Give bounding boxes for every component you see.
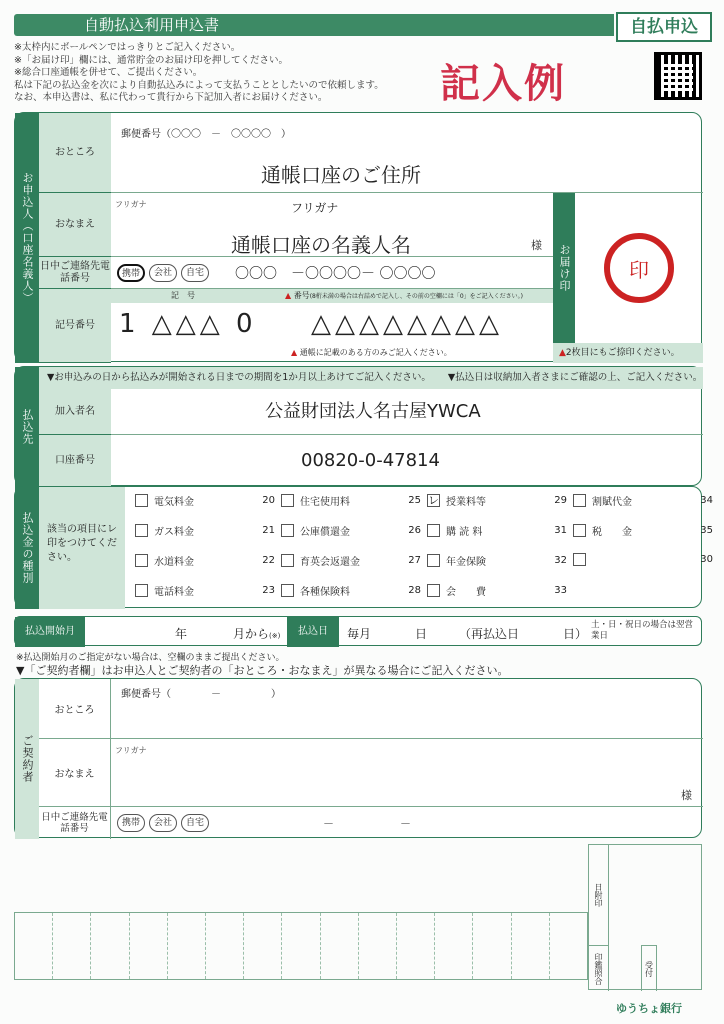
payment-type-option[interactable] (427, 523, 567, 538)
payment-type-label: 割賦代金 (592, 497, 632, 508)
grid-cell (15, 913, 53, 979)
payment-type-label: 会 費 (446, 587, 486, 598)
name-field[interactable] (111, 193, 553, 257)
payment-type-option[interactable] (135, 553, 275, 568)
payment-type-section (14, 486, 713, 608)
retry-label: （再払込日 (459, 627, 520, 641)
phone-label: 日中ご連絡先電話番号 (39, 257, 111, 289)
payment-type-label: ガス料金 (154, 527, 194, 538)
payment-type-label: 年金保険 (446, 557, 486, 568)
checkbox[interactable] (135, 524, 148, 537)
passbook-note-text: 通帳に記載のある方のみご記入ください。 (299, 348, 452, 357)
payment-type-option[interactable] (427, 493, 567, 508)
applicant-section-label: お申込人（口座名義人） (15, 113, 39, 363)
seal-check-label: 印鑑照合 (589, 945, 609, 991)
grid-cell (206, 913, 244, 979)
checkbox[interactable] (573, 494, 586, 507)
payment-day-label: 払込日 (287, 617, 339, 647)
account-value: 00820-0-47814 (301, 450, 440, 471)
payment-type-code: 20 (262, 495, 275, 506)
name-value: 通帳口座の名義人名 (231, 233, 411, 257)
phone-opt-office[interactable]: 会社 (149, 264, 177, 282)
payment-type-section-label: 払込金の種別 (15, 487, 39, 609)
checkbox[interactable] (281, 584, 294, 597)
checkbox[interactable] (281, 524, 294, 537)
payment-type-code: 33 (554, 585, 567, 596)
form-title-bar (14, 14, 614, 36)
contractor-phone-opt-home[interactable]: 自宅 (181, 814, 209, 832)
payment-type-code: 34 (700, 495, 713, 506)
payment-type-code: 29 (554, 495, 567, 506)
warning-icon: ▲ (559, 348, 566, 358)
office-stamps (588, 844, 702, 990)
address-value: 通帳口座のご住所 (261, 163, 421, 187)
payment-type-code: 25 (408, 495, 421, 506)
retry-day[interactable]: 日） (563, 627, 588, 641)
account-number-field[interactable] (111, 289, 553, 363)
postal-code: 郵便番号（〇〇〇 － 〇〇〇〇 ） (121, 129, 291, 140)
payment-type-code: 26 (408, 525, 421, 536)
account-label: 口座番号 (39, 435, 111, 487)
start-note: ▼払込日は収納加入者さまにご確認の上、ご記入ください。 (447, 372, 703, 383)
start-year[interactable]: 年 (175, 627, 188, 641)
checkbox[interactable] (427, 584, 440, 597)
grid-cell (168, 913, 206, 979)
checkbox[interactable] (573, 553, 586, 566)
address-label: おところ (39, 113, 111, 193)
seal-label: お届け印 (553, 193, 575, 343)
checkbox[interactable] (281, 554, 294, 567)
payment-type-instruction: 該当の項目にレ印をつけてください。 (39, 487, 125, 609)
passbook-note (291, 347, 452, 358)
contractor-address-label: おところ (39, 679, 111, 739)
note-line: ※太枠内にボールペンではっきりとご記入ください。 (14, 42, 241, 53)
phone-field[interactable] (111, 257, 553, 289)
checkbox[interactable] (427, 524, 440, 537)
payment-type-code: 35 (700, 525, 713, 536)
form-tag: 自払申込 (616, 12, 712, 42)
note-line: なお、本申込書は、私に代わって貴行から下記加入者にお届けください。 (14, 92, 328, 103)
payment-type-label: 公庫償還金 (300, 527, 350, 538)
start-month-label: 払込開始月 (15, 617, 85, 647)
holiday-note: 土・日・祝日の場合は翌営業日 (591, 620, 694, 641)
furigana-value: フリガナ (291, 201, 339, 215)
period-note: ▼お申込みの日から払込みが開始される日までの期間を1か月以上あけてご記入ください。 (47, 372, 431, 383)
payee-section (14, 366, 702, 486)
contractor-phone-opt-mobile[interactable]: 携帯 (117, 814, 145, 832)
grid-cell (359, 913, 397, 979)
grid-cell (473, 913, 511, 979)
contractor-address-field[interactable] (111, 679, 703, 739)
payment-type-option[interactable] (135, 493, 275, 508)
honorific: 様 (531, 239, 542, 252)
seal-note (553, 343, 703, 363)
grid-cell (282, 913, 320, 979)
checkbox[interactable] (573, 524, 586, 537)
grid-cell (130, 913, 168, 979)
grid-cell (550, 913, 587, 979)
grid-cell (397, 913, 435, 979)
payment-type-label: 電気料金 (154, 497, 194, 508)
bango-note: (8桁未満の場合は右詰めで記入し、その前の空欄には「0」をご記入ください。) (309, 293, 524, 300)
payment-type-option[interactable] (573, 493, 713, 508)
checkbox[interactable] (135, 494, 148, 507)
phone-value: 〇〇〇 －〇〇〇〇－ 〇〇〇〇 (235, 265, 436, 282)
contractor-phone-opt-office[interactable]: 会社 (149, 814, 177, 832)
grid-cell (53, 913, 91, 979)
form-title: 自動払込利用申込書 (84, 16, 220, 34)
contractor-phone-label: 日中ご連絡先電話番号 (39, 807, 111, 839)
payment-type-code: 28 (408, 585, 421, 596)
address-field[interactable] (111, 113, 703, 193)
warning-icon: ▲ (285, 291, 294, 300)
note-mark: (※) (269, 632, 281, 640)
payment-type-option[interactable] (427, 583, 567, 598)
payment-type-code: 32 (554, 555, 567, 566)
payment-type-code: 27 (408, 555, 421, 566)
contractor-note: ▼「ご契約者欄」はお申込人とご契約者の「おところ・おなまえ」が異なる場合にご記入ください。 (16, 664, 509, 677)
payment-type-option[interactable] (135, 583, 275, 598)
contractor-honorific: 様 (681, 789, 692, 802)
grid-cell (435, 913, 473, 979)
payment-type-label: 水道料金 (154, 557, 194, 568)
checkbox[interactable] (427, 554, 440, 567)
furigana-label: フリガナ (115, 200, 147, 209)
note-line: 私は下記の払込金を次により自動払込みによって支払うこととしたいので依頼します。 (14, 79, 384, 91)
kigo-value: 1 △△△ 0 (119, 309, 257, 339)
checkbox[interactable]: レ (428, 494, 439, 507)
bango-value: △△△△△△△△ (311, 309, 503, 339)
payment-type-code: 31 (554, 525, 567, 536)
account-number-label: 記号番号 (39, 289, 111, 363)
payment-type-option[interactable] (281, 553, 421, 568)
grid-cell (244, 913, 282, 979)
note-line: ※「お届け印」欄には、通常貯金のお届け印を押してください。 (14, 54, 288, 66)
payment-type-option[interactable] (281, 493, 421, 508)
grid-cell (91, 913, 129, 979)
member-value: 公益財団法人名古屋YWCA (111, 389, 703, 435)
contractor-furigana-label: フリガナ (115, 746, 147, 755)
monthly-label: 毎月 (347, 627, 372, 641)
grid-cell (321, 913, 359, 979)
checkbox[interactable] (135, 554, 148, 567)
start-month-row (14, 616, 702, 646)
contractor-phone-dashes: － － (323, 817, 411, 830)
contractor-name-field[interactable] (111, 739, 703, 807)
bank-logo: ゆうちょ銀行 (616, 1002, 682, 1015)
contractor-postal: 郵便番号（ － ） (121, 689, 281, 700)
start-month[interactable] (233, 625, 280, 642)
qr-code-icon (654, 52, 702, 100)
start-month-text: 月から (233, 627, 270, 641)
payment-type-code: 30 (700, 554, 713, 565)
note-line: ※総合口座通帳を併せて、ご提出ください。 (14, 67, 203, 78)
received-label: 受付 (641, 945, 657, 991)
member-label: 加入者名 (39, 389, 111, 435)
contractor-section-label: ご契約者 (15, 679, 39, 839)
instructions (14, 42, 434, 105)
date-stamp-label: 日附印 (589, 845, 609, 945)
payment-type-label: 各種保険料 (300, 587, 350, 598)
contractor-section (14, 678, 702, 838)
seal-note-text: 2枚目にもご捺印ください。 (565, 348, 680, 358)
bango-sublabel-text: 番号 (293, 291, 310, 300)
contractor-name-label: おなまえ (39, 739, 111, 807)
payment-day[interactable]: 日 (415, 627, 428, 641)
payment-type-option[interactable] (573, 523, 713, 538)
name-label: おなまえ (39, 193, 111, 257)
payee-notes (39, 367, 703, 389)
phone-opt-home[interactable]: 自宅 (181, 264, 209, 282)
bango-sublabel (285, 290, 523, 301)
warning-icon: ▲ (291, 348, 300, 357)
phone-opt-mobile[interactable]: 携帯 (117, 264, 145, 282)
payment-type-option[interactable] (427, 553, 567, 568)
applicant-section (14, 112, 702, 362)
contractor-phone-field[interactable] (111, 807, 703, 839)
payment-type-label: 授業料等 (446, 497, 486, 508)
payment-type-label: 住宅使用料 (300, 497, 350, 508)
payment-type-code: 22 (262, 555, 275, 566)
payment-type-label: 税 金 (592, 527, 632, 538)
seal-stamp: 印 (604, 233, 674, 303)
grid-cell (512, 913, 550, 979)
payment-type-option[interactable] (573, 553, 713, 566)
example-label: 記入例 (440, 61, 566, 107)
kigo-sublabel: 記 号 (171, 291, 195, 300)
checkbox[interactable] (281, 494, 294, 507)
payment-type-label: 電話料金 (154, 587, 194, 598)
payment-type-option[interactable] (135, 523, 275, 538)
start-footnote: ※払込開始月のご指定がない場合は、空欄のままご提出ください。 (16, 653, 285, 663)
payee-section-label: 払込先 (15, 367, 39, 487)
payment-type-code: 21 (262, 525, 275, 536)
payment-type-option[interactable] (281, 583, 421, 598)
payment-type-code: 23 (262, 585, 275, 596)
office-grid (14, 912, 588, 980)
payment-type-label: 育英会返還金 (300, 557, 360, 568)
payment-type-label: 購 読 料 (446, 527, 483, 538)
checkbox[interactable] (135, 584, 148, 597)
payment-type-grid (125, 487, 713, 609)
payment-type-option[interactable] (281, 523, 421, 538)
seal-area[interactable] (575, 193, 703, 343)
